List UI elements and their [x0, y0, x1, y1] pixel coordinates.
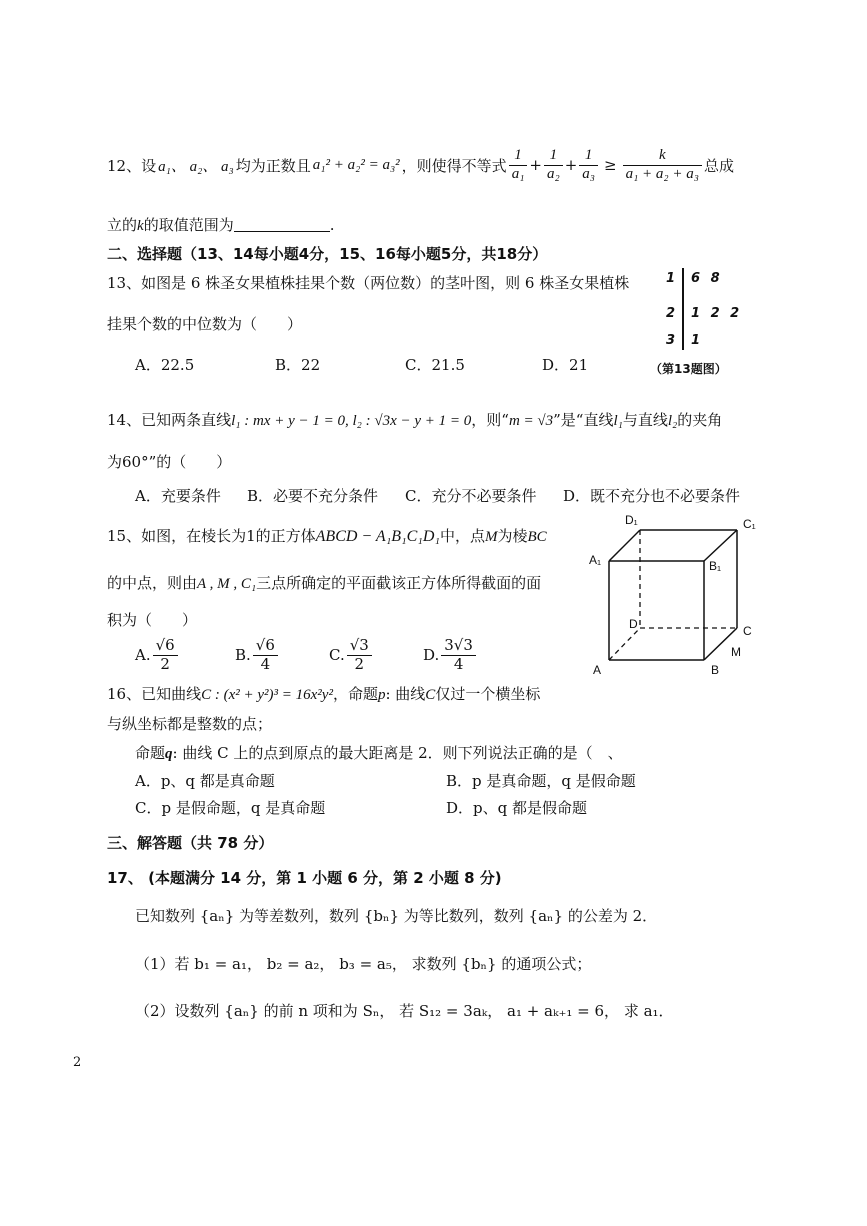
q12-line2	[107, 214, 334, 235]
q12-relation: ≥	[604, 156, 617, 174]
q12-var-k: k	[137, 218, 144, 234]
section2-title: 二、选择题（13、14每小题4分，15、16每小题5分，共18分）	[107, 245, 548, 263]
q17-intro: 已知数列 {aₙ} 为等差数列，数列 {bₙ} 为等比数列，数列 {aₙ} 的公差为 2．	[135, 907, 658, 925]
q16-option-b[interactable]: B．p 是真命题，q 是假命题	[446, 772, 636, 790]
q13-option-c[interactable]: C．21.5	[405, 356, 465, 374]
q12-vars: a₁、 a₂、 a₃	[158, 158, 234, 175]
q12-line2-a: 立的	[107, 216, 138, 234]
page-number: 2	[73, 1055, 82, 1070]
q15-points: A , M , C₁	[197, 576, 257, 592]
q16-option-d[interactable]: D．p、q 都是假命题	[446, 799, 587, 817]
q16-line1	[107, 683, 540, 704]
q15-text-e: 三点所确定的平面截该正方体所得截面的面	[256, 574, 542, 592]
q15-options	[135, 632, 523, 678]
q17-part2: （2）设数列 {aₙ} 的前 n 项和为 Sₙ， 若 S₁₂ = 3aₖ， a₁ + aₖ₊₁ = 6， 求 a₁．	[135, 1002, 674, 1020]
q15-line3: 积为（ ）	[107, 611, 198, 629]
q17-heading: 17、 (本题满分 14 分，第 1 小题 6 分，第 2 小题 8 分)	[107, 869, 502, 887]
q15-text-b: 中，点	[439, 527, 485, 545]
q16-prop-p: p	[377, 687, 386, 703]
stem-row-1-leaves: 6 8	[691, 271, 720, 286]
cube-label-d: D	[629, 617, 638, 631]
q14-line-equations: l₁ : mx + y − 1 = 0, l₂ : √3x − y + 1 = 0	[231, 413, 472, 429]
q15-option-b-value: $\frac{√6}{4}$	[253, 637, 278, 673]
q14-text-e: 的夹角	[677, 411, 723, 429]
q12-fraction-2: $\frac{1}{\text{a₂}}$	[544, 147, 563, 183]
q12-line1: 12、 设 a₁、 a₂、 a₃ 均为正数且 a₁² + a₂² = a₃² ，则使得不等式 $\frac{1}{\text{a₁}}$ + $\frac{1}{\text{a₂}}$ + $\frac{1}{\text{a₃}}$ ≥ $\frac{k}{\text{a₁ + a₂ + a₃}}$ 总成	[107, 147, 734, 182]
q15-option-d[interactable]	[423, 637, 523, 673]
stem-leaf-plot	[660, 268, 780, 368]
q16-text-c: : 曲线	[385, 685, 426, 703]
q12-text-d: 总成	[703, 156, 734, 175]
q16-text-f: : 曲线 C 上的点到原点的最大距离是 2．则下列说法正确的是（ 、	[172, 744, 623, 762]
stem-row-3-stem: 3	[666, 333, 676, 348]
stem-row-3-leaves: 1	[691, 333, 701, 348]
q13-option-d[interactable]: D．21	[542, 356, 589, 374]
cube-label-d1: D₁	[625, 513, 638, 527]
q16-line2: 与纵坐标都是整数的点；	[107, 715, 273, 733]
q13-figure-caption: （第13题图）	[650, 362, 727, 376]
q13-line2: 挂果个数的中位数为（ ）	[107, 315, 303, 333]
q15-option-c-value: $\frac{√3}{2}$	[347, 637, 372, 673]
q15-point-m: M	[484, 529, 498, 545]
q14-l1: l₁	[613, 413, 623, 429]
q14-condition: m = √3	[508, 413, 554, 429]
q15-cube-name: ABCD − A₁B₁C₁D₁	[315, 528, 440, 545]
q15-line2	[107, 572, 541, 593]
q14-option-a[interactable]: A．充要条件	[135, 487, 221, 505]
cube-label-a1: A₁	[589, 553, 602, 567]
q15-option-d-value: $\frac{3√3}{4}$	[441, 637, 476, 673]
q12-number: 12、	[107, 156, 142, 175]
q16-curve-c: C	[425, 687, 436, 703]
q15-line1	[107, 525, 547, 546]
cube-edge-ad-hidden	[609, 628, 640, 660]
q15-option-b-label: B.	[235, 646, 251, 664]
stem-divider	[682, 268, 684, 350]
q17-part1: （1）若 b₁ = a₁， b₂ = a₂， b₃ = a₅， 求数列 {bₙ} 的通项公式；	[135, 955, 592, 973]
q15-text-d: 的中点，则由	[107, 574, 198, 592]
q15-option-a-value: $\frac{√6}{2}$	[153, 637, 178, 673]
cube-edge-a1d1	[609, 530, 640, 561]
q13-line1: 13、如图是 6 株圣女果植株挂果个数（两位数）的茎叶图，则 6 株圣女果植株	[107, 274, 630, 292]
cube-label-b: B	[711, 663, 720, 677]
q13-option-a[interactable]: A．22.5	[135, 356, 195, 374]
q16-prop-q: q	[165, 746, 173, 762]
q15-option-b[interactable]	[235, 637, 329, 673]
q16-text-e: 命题	[135, 744, 166, 762]
stem-row-2-leaves: 1 2 2	[691, 306, 740, 321]
q14-option-c[interactable]: C．充分不必要条件	[405, 487, 537, 505]
q15-option-a[interactable]	[135, 637, 235, 673]
q12-fraction-3: $\frac{1}{\text{a₃}}$	[579, 147, 598, 183]
cube-label-b1: B₁	[709, 559, 722, 573]
q14-text-d: 与直线	[622, 411, 668, 429]
q15-option-c[interactable]	[329, 637, 423, 673]
cube-label-c: C	[743, 624, 752, 638]
q16-text-b: ，命题	[332, 685, 378, 703]
q14-option-d[interactable]: D．既不充分也不必要条件	[563, 487, 741, 505]
q12-text-c: ，则使得不等式	[401, 156, 507, 175]
q14-line2: 为60°”的（ ）	[107, 453, 232, 471]
q12-fraction-1: $\frac{1}{\text{a₁}}$	[509, 147, 528, 183]
q14-text-a: 14、已知两条直线	[107, 411, 232, 429]
q12-line2-b: 的取值范围为	[143, 216, 234, 234]
q15-text-a: 15、如图，在棱长为1的正方体	[107, 527, 316, 545]
q12-condition: a₁² + a₂² = a₃²	[312, 156, 400, 173]
cube-label-c1: C₁	[743, 517, 756, 531]
q16-text-d: 仅过一个横坐标	[435, 685, 541, 703]
q15-edge-bc: BC	[527, 529, 547, 545]
stem-row-2-stem: 2	[666, 306, 676, 321]
q15-option-a-label: A.	[135, 646, 151, 664]
q12-fraction-k: $\frac{k}{\text{a₁ + a₂ + a₃}}$	[623, 147, 702, 183]
q14-option-b[interactable]: B．必要不充分条件	[247, 487, 379, 505]
q16-option-c[interactable]: C．p 是假命题，q 是真命题	[135, 799, 326, 817]
q15-option-d-label: D.	[423, 646, 440, 664]
cube-label-a: A	[593, 663, 602, 677]
q12-text-b: 均为正数且	[235, 156, 311, 175]
q15-text-c: 为棱	[497, 527, 528, 545]
q14-line1	[107, 409, 722, 430]
cube-figure	[585, 510, 775, 690]
q12-answer-blank[interactable]	[234, 217, 330, 232]
q14-text-c: ”是“直线	[553, 411, 614, 429]
q16-text-a: 16、已知曲线	[107, 685, 202, 703]
section3-title: 三、解答题（共 78 分）	[107, 834, 274, 852]
q16-line3	[135, 742, 623, 763]
q15-option-c-label: C.	[329, 646, 345, 664]
q12-text-a: 设	[141, 156, 157, 175]
stem-row-1-stem: 1	[666, 271, 676, 286]
q16-curve-equation: C : (x² + y²)³ = 16x²y²	[201, 687, 333, 703]
q16-option-a[interactable]: A．p、q 都是真命题	[135, 772, 275, 790]
q14-l2: l₂	[667, 413, 678, 429]
q14-text-b: ，则“	[471, 411, 509, 429]
cube-edge-b1c1	[704, 530, 737, 561]
q13-option-b[interactable]: B．22	[275, 356, 321, 374]
cube-label-m: M	[731, 645, 741, 659]
q12-line2-end: .	[329, 216, 335, 234]
